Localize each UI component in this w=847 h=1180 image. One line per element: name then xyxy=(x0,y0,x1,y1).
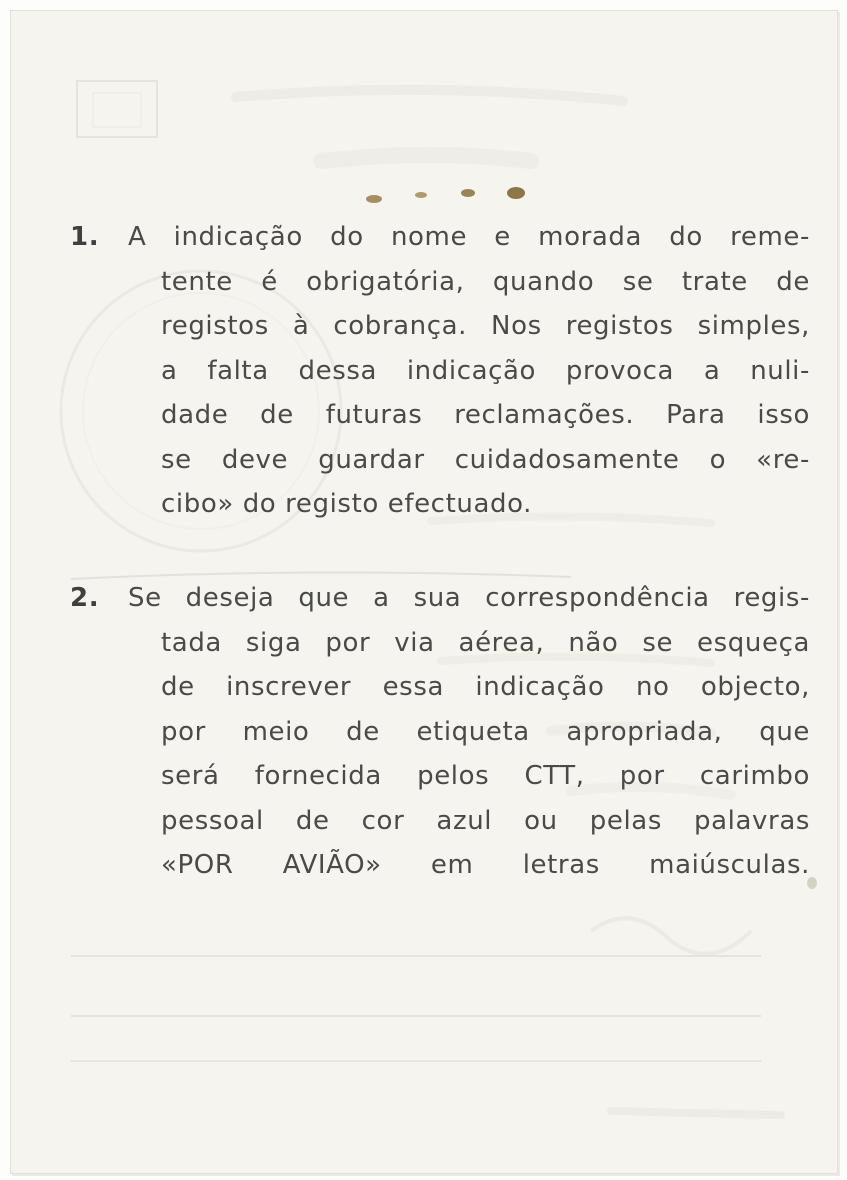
paragraph-line: tente é obrigatória, quando se trate de xyxy=(161,266,810,297)
instruction-paragraph-2 xyxy=(70,576,810,888)
paragraph-number: 1. xyxy=(70,222,100,252)
paragraph-line: dade de futuras reclamações. Para isso xyxy=(161,400,810,430)
paragraph-line: pessoal de cor azul ou pelas palavras xyxy=(161,805,810,836)
paragraph-line: tada siga por via aérea, não se esqueça xyxy=(161,627,810,658)
paragraph-line: será fornecida pelos CTT, por carimbo xyxy=(161,761,810,791)
paragraph-line: de inscrever essa indicação no objecto, xyxy=(161,672,810,702)
rust-stain-marks xyxy=(356,179,536,209)
paragraph-line: se deve guardar cuidadosamente o «re- xyxy=(161,444,810,475)
paragraph-number: 2. xyxy=(70,583,100,613)
paragraph-line: cibo» do registo efectuado. xyxy=(161,489,532,519)
paragraph-line: a falta dessa indicação provoca a nuli- xyxy=(161,355,810,386)
paragraph-line: Se deseja que a sua correspondência regis- xyxy=(128,583,810,613)
paragraph-line: por meio de etiqueta apropriada, que xyxy=(161,716,810,747)
paragraph-line: registos à cobrança. Nos registos simples, xyxy=(161,311,810,341)
paragraph-line: «POR AVIÃO» em letras maiúsculas. xyxy=(161,850,810,880)
paragraph-line: A indicação do nome e morada do reme- xyxy=(128,222,810,252)
instruction-paragraph-1 xyxy=(70,215,810,527)
